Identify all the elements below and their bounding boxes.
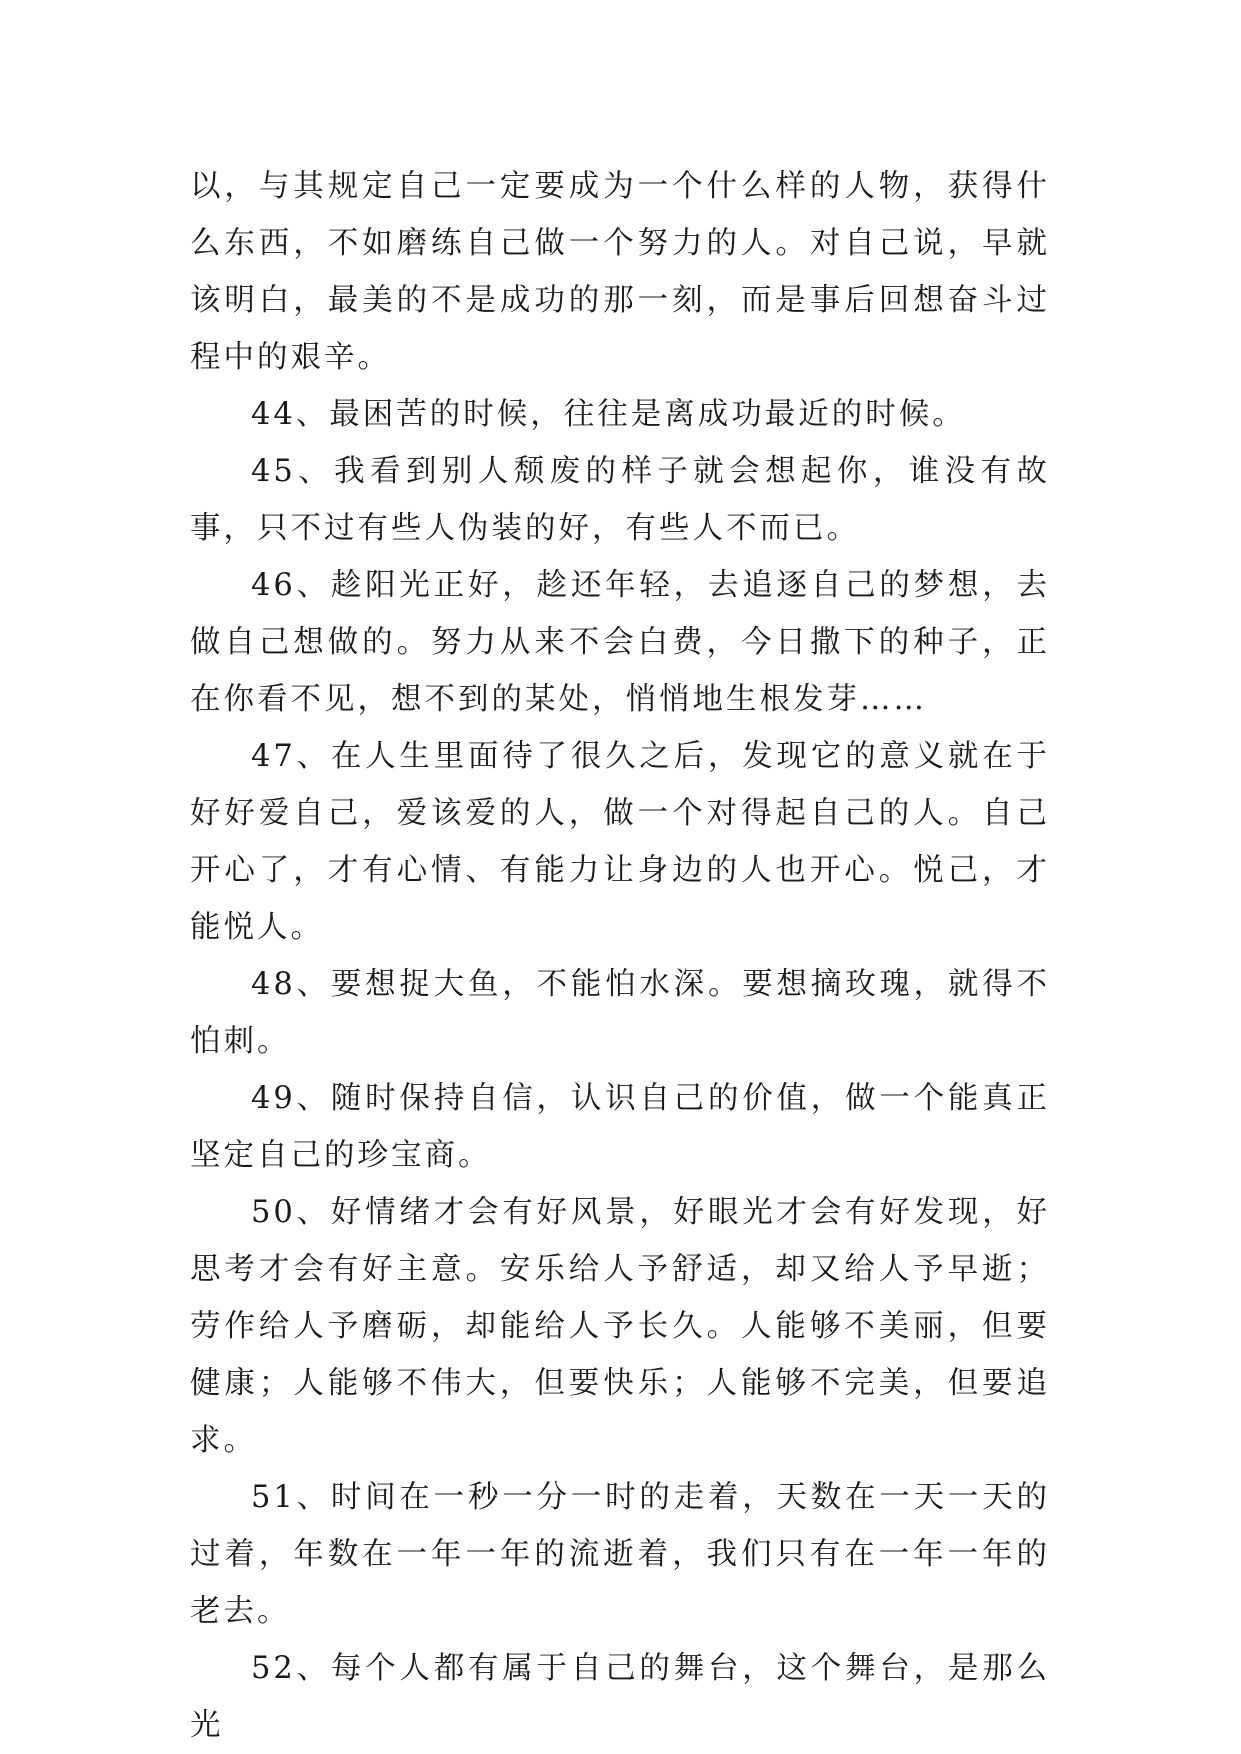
paragraph-45: 45、我看到别人颓废的样子就会想起你，谁没有故事，只不过有些人伪装的好，有些人不而已。 — [190, 454, 1050, 546]
paragraph-48: 48、要想捉大鱼，不能怕水深。要想摘玫瑰，就得不怕刺。 — [190, 967, 1050, 1059]
paragraph-50: 50、好情绪才会有好风景，好眼光才会有好发现，好思考才会有好主意。安乐给人予舒适，却又给人予早逝；劳作给人予磨砺，却能给人予长久。人能够不美丽，但要健康；人能够不伟大，但要快乐；人能够不完美，但要追求。 — [190, 1195, 1050, 1458]
paragraph-52: 52、每个人都有属于自己的舞台，这个舞台，是那么光 — [190, 1651, 1050, 1743]
paragraph-continuation: 以，与其规定自己一定要成为一个什么样的人物，获得什么东西，不如磨练自己做一个努力的人。对自己说，早就该明白，最美的不是成功的那一刻，而是事后回想奋斗过程中的艰辛。 — [190, 169, 1050, 375]
paragraph-49: 49、随时保持自信，认识自己的价值，做一个能真正坚定自己的珍宝商。 — [190, 1081, 1050, 1173]
paragraph-46: 46、趁阳光正好，趁还年轻，去追逐自己的梦想，去做自己想做的。努力从来不会白费，今日撒下的种子，正在你看不见，想不到的某处，悄悄地生根发芽…… — [190, 568, 1050, 717]
paragraph-51: 51、时间在一秒一分一时的走着，天数在一天一天的过着，年数在一年一年的流逝着，我们只有在一年一年的老去。 — [190, 1480, 1050, 1629]
document-body — [190, 158, 1050, 1754]
paragraph-47: 47、在人生里面待了很久之后，发现它的意义就在于好好爱自己，爱该爱的人，做一个对得起自己的人。自己开心了，才有心情、有能力让身边的人也开心。悦己，才能悦人。 — [190, 739, 1050, 945]
paragraph-44: 44、最困苦的时候，往往是离成功最近的时候。 — [251, 397, 966, 432]
